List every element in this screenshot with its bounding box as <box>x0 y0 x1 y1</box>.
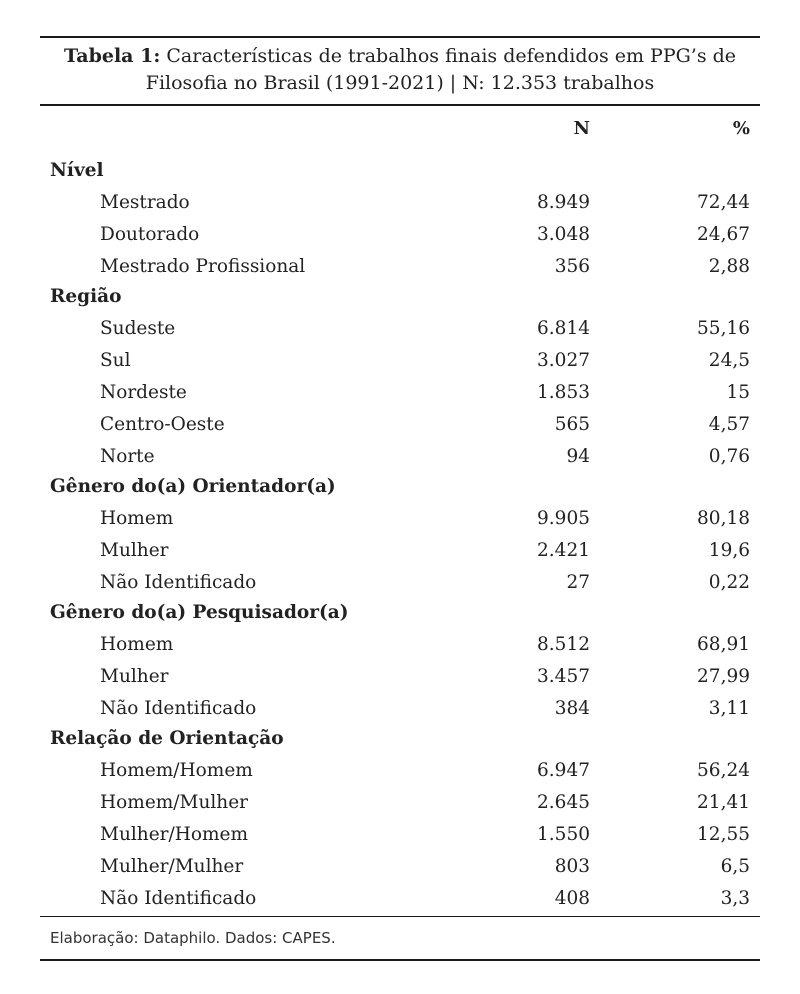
footer-rule <box>40 959 760 961</box>
row-label: Mulher <box>100 666 169 687</box>
column-header-row <box>40 106 760 158</box>
table-row <box>40 820 760 852</box>
section-title: Relação de Orientação <box>50 728 284 749</box>
table-row <box>40 410 760 442</box>
row-value-pct: 0,22 <box>708 572 750 593</box>
row-label: Homem/Homem <box>100 760 253 781</box>
row-value-n: 2.645 <box>537 792 590 813</box>
row-value-pct: 3,3 <box>720 888 750 909</box>
row-value-n: 3.027 <box>537 350 590 371</box>
row-value-pct: 12,55 <box>697 824 750 845</box>
row-label: Mestrado Profissional <box>100 256 306 277</box>
row-value-n: 1.853 <box>537 382 590 403</box>
row-label: Norte <box>100 446 155 467</box>
row-value-pct: 55,16 <box>697 318 750 339</box>
table-row <box>40 442 760 474</box>
row-value-n: 356 <box>554 256 590 277</box>
table-row <box>40 852 760 884</box>
section-title: Gênero do(a) Pesquisador(a) <box>50 602 349 623</box>
row-label: Homem <box>100 634 174 655</box>
row-value-n: 94 <box>566 446 590 467</box>
row-value-n: 8.512 <box>537 634 590 655</box>
table-row <box>40 788 760 820</box>
table-row <box>40 504 760 536</box>
row-value-pct: 72,44 <box>697 192 750 213</box>
row-value-n: 384 <box>554 698 590 719</box>
row-label: Doutorado <box>100 224 200 245</box>
section-title: Gênero do(a) Orientador(a) <box>50 476 336 497</box>
caption-text: Características de trabalhos finais defendidos em PPG’s de Filosofia no Brasil (1991-2021) | N: 12.353 trabalhos <box>145 45 737 94</box>
row-value-n: 2.421 <box>537 540 590 561</box>
row-value-pct: 19,6 <box>708 540 750 561</box>
row-value-pct: 24,5 <box>708 350 750 371</box>
column-header-n: N <box>573 118 590 139</box>
row-label: Mulher/Mulher <box>100 856 244 877</box>
column-header-pct: % <box>732 118 750 139</box>
table-caption <box>40 38 760 104</box>
table-row <box>40 536 760 568</box>
row-value-n: 565 <box>554 414 590 435</box>
table-row <box>40 314 760 346</box>
row-label: Nordeste <box>100 382 187 403</box>
row-value-pct: 3,11 <box>708 698 750 719</box>
row-value-pct: 15 <box>726 382 750 403</box>
row-value-pct: 56,24 <box>697 760 750 781</box>
source-note: Elaboração: Dataphilo. Dados: CAPES. <box>50 929 336 947</box>
table-row <box>40 378 760 410</box>
section-header-row <box>40 284 760 314</box>
table-body <box>40 158 760 916</box>
section-header-row <box>40 474 760 504</box>
row-value-n: 6.947 <box>537 760 590 781</box>
row-value-pct: 80,18 <box>697 508 750 529</box>
data-table <box>40 36 760 961</box>
section-title: Nível <box>50 160 104 181</box>
row-label: Não Identificado <box>100 698 257 719</box>
table-row <box>40 630 760 662</box>
row-label: Mulher/Homem <box>100 824 249 845</box>
row-value-n: 3.048 <box>537 224 590 245</box>
table-row <box>40 346 760 378</box>
table-row <box>40 694 760 726</box>
row-label: Homem/Mulher <box>100 792 249 813</box>
table-row <box>40 756 760 788</box>
table-row <box>40 884 760 916</box>
section-title: Região <box>50 286 122 307</box>
row-value-pct: 24,67 <box>697 224 750 245</box>
row-label: Mulher <box>100 540 169 561</box>
table-row <box>40 568 760 600</box>
row-value-pct: 4,57 <box>708 414 750 435</box>
row-value-n: 9.905 <box>537 508 590 529</box>
row-value-pct: 21,41 <box>697 792 750 813</box>
caption-label: Tabela 1: <box>63 45 161 67</box>
section-header-row <box>40 158 760 188</box>
row-value-pct: 27,99 <box>697 666 750 687</box>
row-value-n: 408 <box>554 888 590 909</box>
row-value-n: 27 <box>566 572 590 593</box>
row-value-pct: 68,91 <box>697 634 750 655</box>
row-label: Sul <box>100 350 131 371</box>
table-row <box>40 188 760 220</box>
row-label: Não Identificado <box>100 572 257 593</box>
section-header-row <box>40 600 760 630</box>
row-value-n: 3.457 <box>537 666 590 687</box>
row-value-n: 6.814 <box>537 318 590 339</box>
table-row <box>40 220 760 252</box>
row-label: Centro-Oeste <box>100 414 225 435</box>
row-value-pct: 2,88 <box>708 256 750 277</box>
table-row <box>40 662 760 694</box>
row-value-n: 8.949 <box>537 192 590 213</box>
section-header-row <box>40 726 760 756</box>
row-label: Mestrado <box>100 192 190 213</box>
row-value-n: 803 <box>554 856 590 877</box>
row-value-n: 1.550 <box>537 824 590 845</box>
row-value-pct: 0,76 <box>708 446 750 467</box>
row-value-pct: 6,5 <box>720 856 750 877</box>
row-label: Não Identificado <box>100 888 257 909</box>
table-row <box>40 252 760 284</box>
row-label: Homem <box>100 508 174 529</box>
row-label: Sudeste <box>100 318 176 339</box>
